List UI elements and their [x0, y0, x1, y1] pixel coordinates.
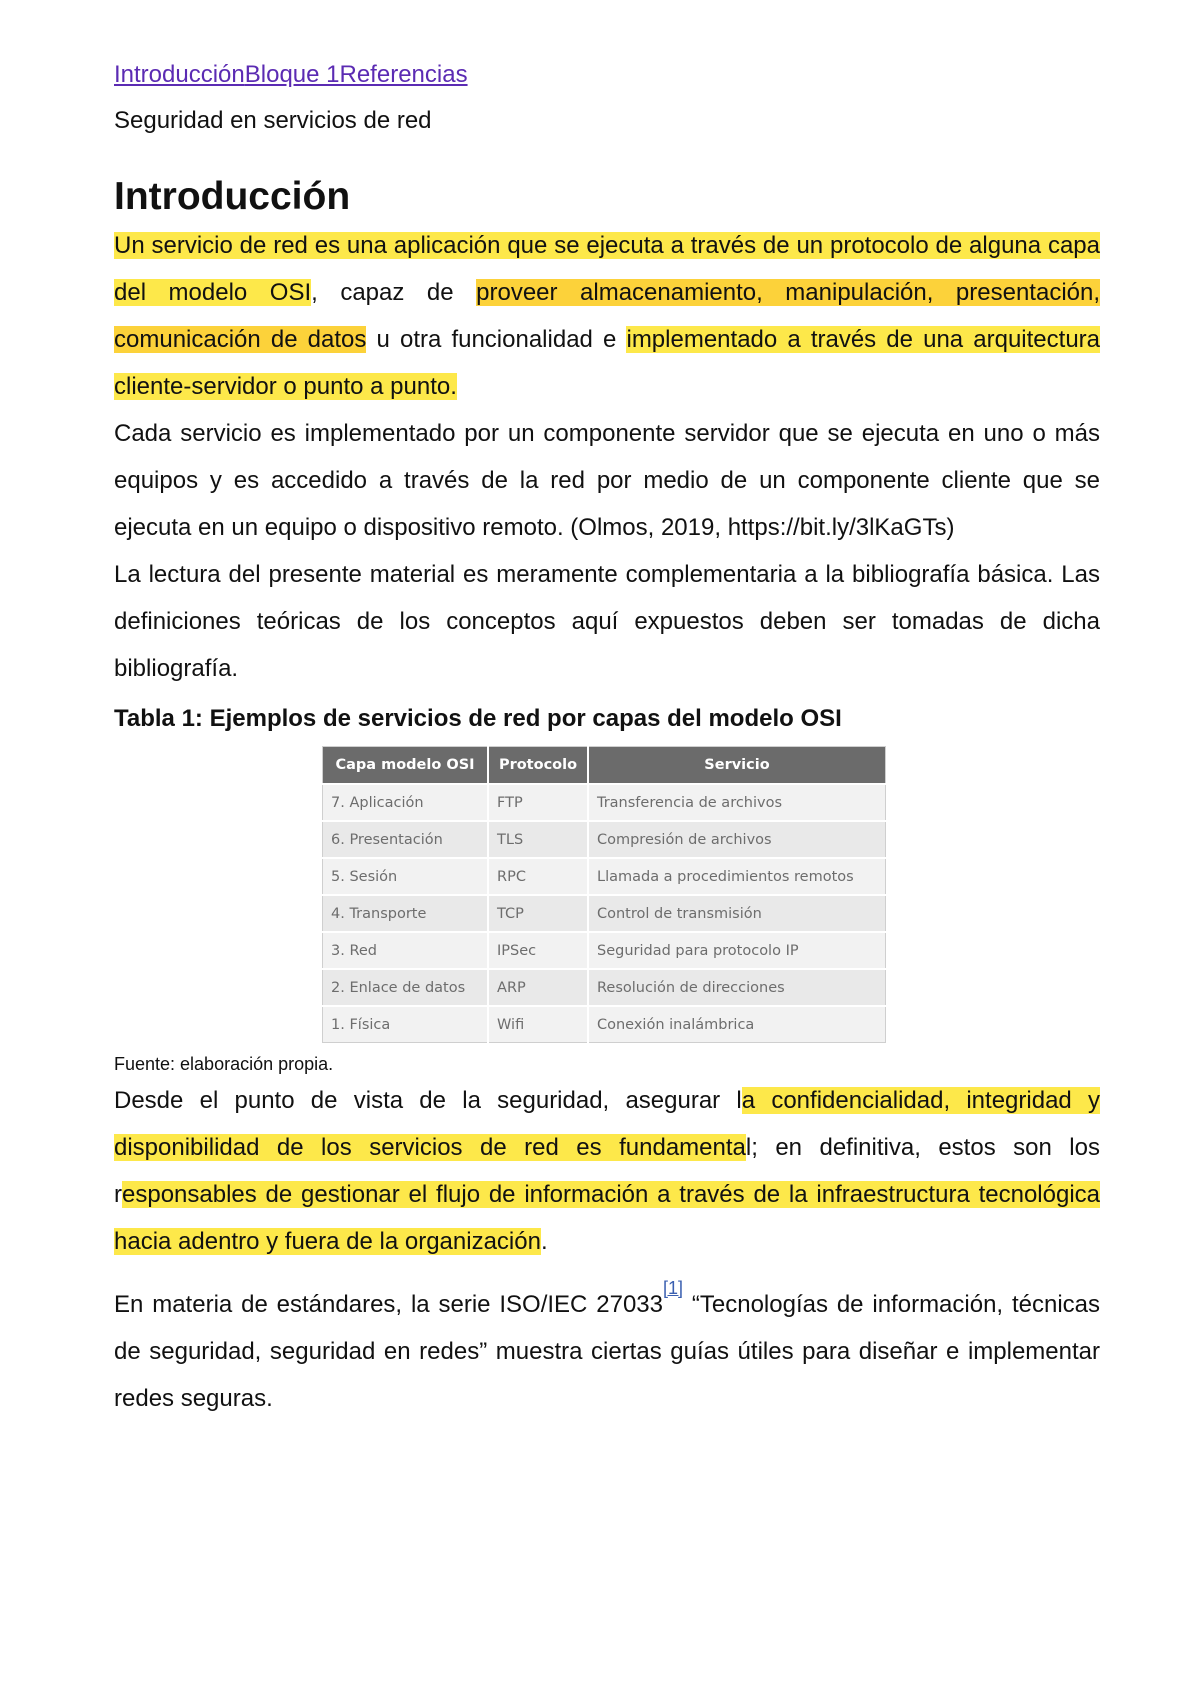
table-caption: Tabla 1: Ejemplos de servicios de red por capas del modelo OSI	[114, 705, 842, 732]
highlight-functions: proveer almacenamiento, manipulación, presentación, comunicación de datos	[114, 279, 1101, 353]
paragraph-definition	[114, 222, 1100, 410]
cell-protocol: TLS	[488, 821, 588, 858]
cell-layer: 1. Física	[323, 1006, 489, 1043]
column-header-service: Servicio	[588, 747, 886, 785]
table-header-row	[323, 747, 886, 785]
highlight-architecture: implementado a través de una arquitectura cliente-servidor o punto a punto.	[114, 326, 1100, 400]
table-row	[323, 784, 886, 821]
paragraph-security	[114, 1077, 1100, 1265]
highlight-cia: a confidencialidad, integridad y disponibilidad de los servicios de red es fundamenta	[114, 1087, 1100, 1161]
document-page	[114, 58, 1100, 1422]
cell-service: Control de transmisión	[588, 895, 886, 932]
cell-protocol: Wifi	[488, 1006, 588, 1043]
paragraph-text: u otra funcionalidad e	[366, 326, 627, 353]
cell-layer: 4. Transporte	[323, 895, 489, 932]
table-row	[323, 1006, 886, 1043]
paragraph-standards	[114, 1265, 1100, 1422]
cell-layer: 7. Aplicación	[323, 784, 489, 821]
cell-protocol: RPC	[488, 858, 588, 895]
cell-service: Conexión inalámbrica	[588, 1006, 886, 1043]
footnote-link[interactable]: [1]	[663, 1278, 684, 1298]
table-row	[323, 895, 886, 932]
section-heading: Introducción	[114, 175, 351, 218]
osi-table-figure	[322, 746, 886, 1043]
highlight-responsibility: esponsables de gestionar el flujo de información a través de la infraestructura tecnológica hacia adentro y fuera de la organización	[114, 1181, 1100, 1255]
paragraph-text: l; en definitiva, estos son los r	[114, 1134, 1100, 1208]
cell-layer: 5. Sesión	[323, 858, 489, 895]
cell-layer: 6. Presentación	[323, 821, 489, 858]
table-source-note: Fuente: elaboración propia.	[114, 1054, 334, 1074]
cell-service: Seguridad para protocolo IP	[588, 932, 886, 969]
paragraph-text: “Tecnologías de información, técnicas de seguridad, seguridad en redes” muestra ciertas guías útiles para diseñar e implementar redes seguras.	[114, 1291, 1101, 1412]
highlight-definition: Un servicio de red es una aplicación que se ejecuta a través de un protocolo de alguna capa del modelo OSI	[114, 232, 1100, 306]
table-row	[323, 821, 886, 858]
table-row	[323, 932, 886, 969]
paragraph-text: Desde el punto de vista de la seguridad, asegurar l	[114, 1087, 742, 1114]
paragraph-text: .	[540, 1228, 548, 1255]
paragraph-text: , capaz de	[311, 279, 477, 306]
nav-link-bloque-1[interactable]: Bloque 1	[244, 61, 340, 88]
column-header-protocol: Protocolo	[488, 747, 588, 785]
cell-service: Resolución de direcciones	[588, 969, 886, 1006]
cell-layer: 2. Enlace de datos	[323, 969, 489, 1006]
table-row	[323, 969, 886, 1006]
paragraph-implementation: Cada servicio es implementado por un componente servidor que se ejecuta en uno o más equipos y es accedido a través de la red por medio de un componente cliente que se ejecuta en un equipo o dispositivo remoto. (Olmos, 2019, https://bit.ly/3lKaGTs)	[114, 420, 1100, 541]
cell-layer: 3. Red	[323, 932, 489, 969]
table-row	[323, 858, 886, 895]
osi-services-table	[322, 746, 886, 1043]
cell-protocol: FTP	[488, 784, 588, 821]
column-header-layer: Capa modelo OSI	[323, 747, 489, 785]
paragraph-complementary: La lectura del presente material es meramente complementaria a la bibliografía básica. Las definiciones teóricas de los conceptos aquí expuestos deben ser tomadas de dicha bibliografía.	[114, 561, 1100, 682]
cell-protocol: IPSec	[488, 932, 588, 969]
paragraph-text: En materia de estándares, la serie ISO/IEC 27033	[114, 1291, 663, 1318]
cell-protocol: ARP	[488, 969, 588, 1006]
nav-link-introduccion[interactable]: Introducción	[114, 61, 245, 88]
cell-service: Transferencia de archivos	[588, 784, 886, 821]
cell-protocol: TCP	[488, 895, 588, 932]
top-navigation	[114, 58, 1100, 92]
cell-service: Llamada a procedimientos remotos	[588, 858, 886, 895]
cell-service: Compresión de archivos	[588, 821, 886, 858]
document-subtitle: Seguridad en servicios de red	[114, 107, 432, 134]
nav-link-referencias[interactable]: Referencias	[339, 61, 468, 88]
